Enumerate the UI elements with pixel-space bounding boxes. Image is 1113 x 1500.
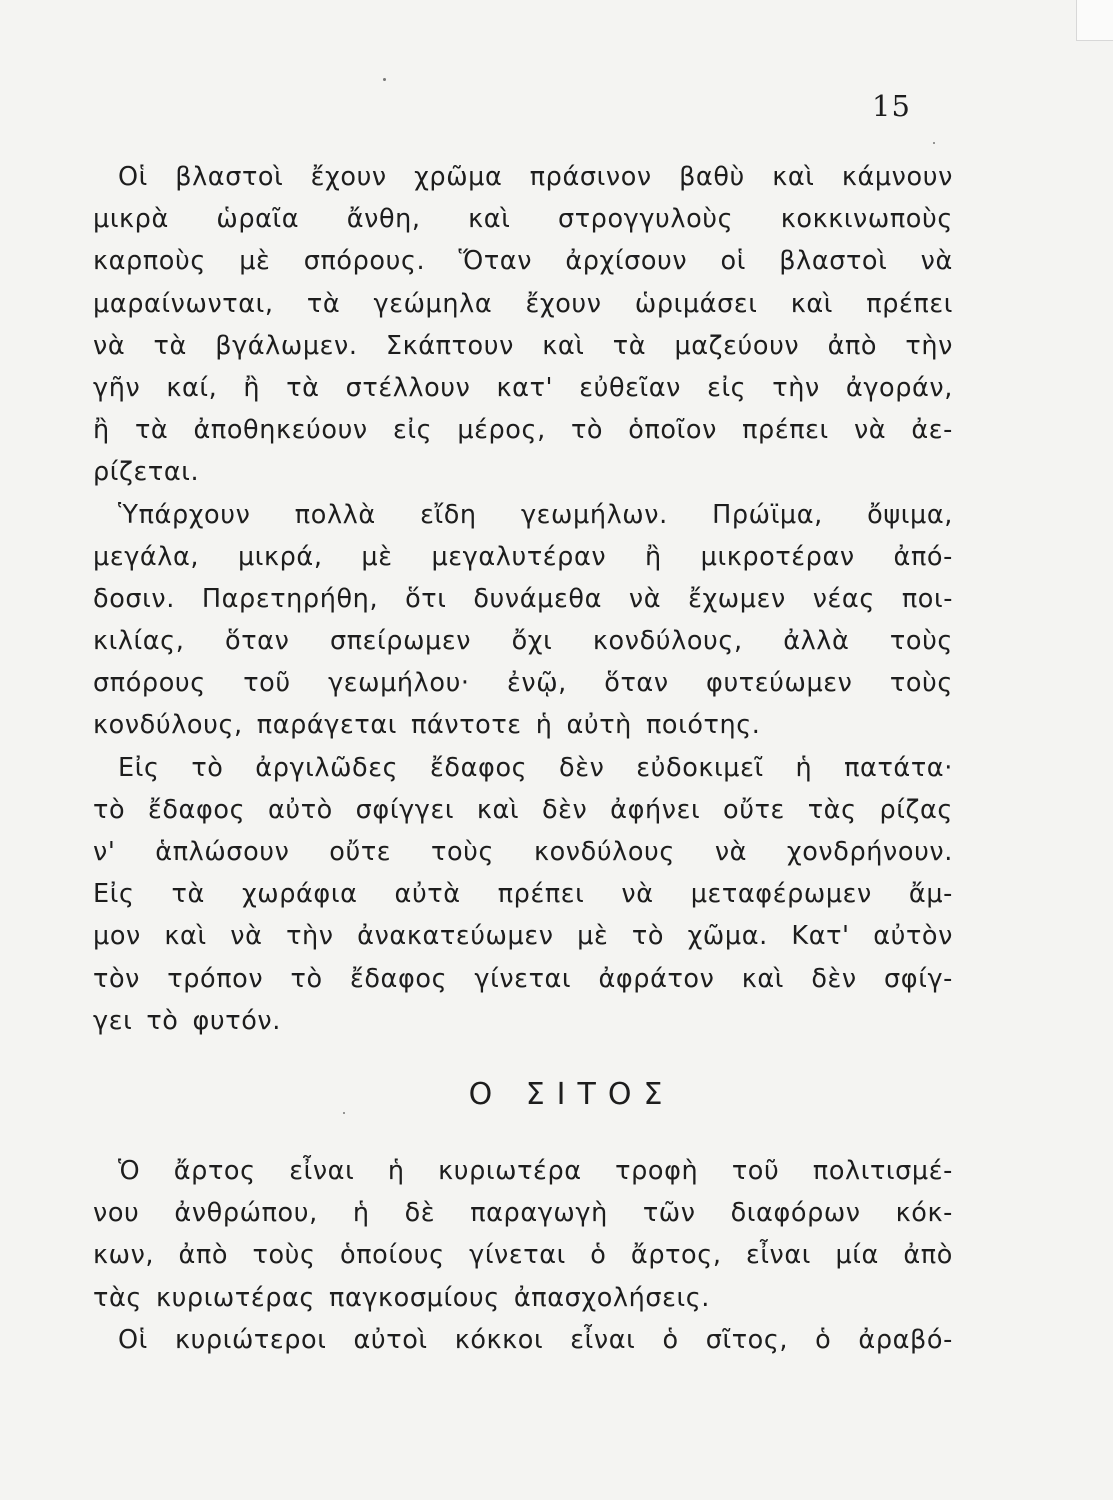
text-line: καρποὺς μὲ σπόρους. Ὅταν ἀρχίσουν οἱ βλαστοὶ νὰ <box>93 246 953 277</box>
page-corner <box>1076 0 1113 41</box>
text-line: μεγάλα, μικρά, μὲ μεγαλυτέραν ἢ μικροτέραν ἀπό- <box>93 541 953 572</box>
paper-speck <box>383 78 386 81</box>
text-line: ἢ τὰ ἀποθηκεύουν εἰς μέρος, τὸ ὁποῖον πρέπει νὰ ἀε- <box>93 415 953 446</box>
text-line: μον καὶ νὰ τὴν ἀνακατεύωμεν μὲ τὸ χῶμα. Κατ' αὐτὸν <box>93 921 953 952</box>
text-line: μικρὰ ὡραῖα ἄνθη, καὶ στρογγυλοὺς κοκκινωποὺς <box>93 204 953 235</box>
text-line: δοσιν. Παρετηρήθη, ὅτι δυνάμεθα νὰ ἔχωμεν νέας ποι- <box>93 583 953 614</box>
paragraph-block-potatoes <box>93 156 953 1042</box>
text-line: τὸ ἔδαφος αὐτὸ σφίγγει καὶ δὲν ἀφήνει οὔτε τὰς ρίζας <box>93 794 953 825</box>
text-line: Οἱ κυριώτεροι αὐτοὶ κόκκοι εἶναι ὁ σῖτος, ὁ ἀραβό- <box>118 1324 953 1355</box>
text-line: Εἰς τὸ ἀργιλῶδες ἔδαφος δὲν εὐδοκιμεῖ ἡ πατάτα· <box>118 752 953 783</box>
text-line: Ὁ ἄρτος εἶναι ἡ κυριωτέρα τροφὴ τοῦ πολιτισμέ- <box>118 1156 953 1186</box>
section-title: Ο ΣΙΤΟΣ <box>468 1077 675 1112</box>
text-line: κιλίας, ὅταν σπείρωμεν ὄχι κονδύλους, ἀλλὰ τοὺς <box>93 626 953 657</box>
text-line: ν' ἁπλώσουν οὔτε τοὺς κονδύλους νὰ χονδρήνουν. <box>93 837 953 867</box>
text-line: Ὑπάρχουν πολλὰ εἴδη γεωμήλων. Πρώϊμα, ὄψιμα, <box>118 499 953 530</box>
text-line: νὰ τὰ βγάλωμεν. Σκάπτουν καὶ τὰ μαζεύουν ἀπὸ τὴν <box>93 330 953 361</box>
text-line: γει τὸ φυτόν. <box>93 1005 281 1036</box>
text-line: γῆν καί, ἢ τὰ στέλλουν κατ' εὐθεῖαν εἰς τὴν ἀγοράν, <box>93 372 953 403</box>
text-line: μαραίνωνται, τὰ γεώμηλα ἔχουν ὡριμάσει καὶ πρέπει <box>93 288 953 319</box>
text-line: Οἱ βλαστοὶ ἔχουν χρῶμα πράσινον βαθὺ καὶ κάμνουν <box>118 162 953 192</box>
text-line: Εἰς τὰ χωράφια αὐτὰ πρέπει νὰ μεταφέρωμεν ἄμ- <box>93 879 953 910</box>
text-line: τὰς κυριωτέρας παγκοσμίους ἀπασχολήσεις. <box>93 1282 710 1313</box>
paper-speck <box>343 1112 345 1114</box>
paper-speck <box>933 142 935 144</box>
paragraph-block-wheat <box>93 1150 953 1361</box>
text-line: ρίζεται. <box>93 457 200 488</box>
text-line: νου ἀνθρώπου, ἡ δὲ παραγωγὴ τῶν διαφόρων κόκ- <box>93 1198 953 1229</box>
text-line: κων, ἀπὸ τοὺς ὁποίους γίνεται ὁ ἄρτος, εἶναι μία ἀπὸ <box>93 1240 953 1271</box>
text-line: κονδύλους, παράγεται πάντοτε ἡ αὐτὴ ποιότης. <box>93 710 761 741</box>
page-number: 15 <box>872 89 911 123</box>
text-line: σπόρους τοῦ γεωμήλου· ἐνῷ, ὅταν φυτεύωμεν τοὺς <box>93 668 953 699</box>
text-line: τὸν τρόπον τὸ ἔδαφος γίνεται ἀφράτον καὶ δὲν σφίγ- <box>93 963 953 994</box>
